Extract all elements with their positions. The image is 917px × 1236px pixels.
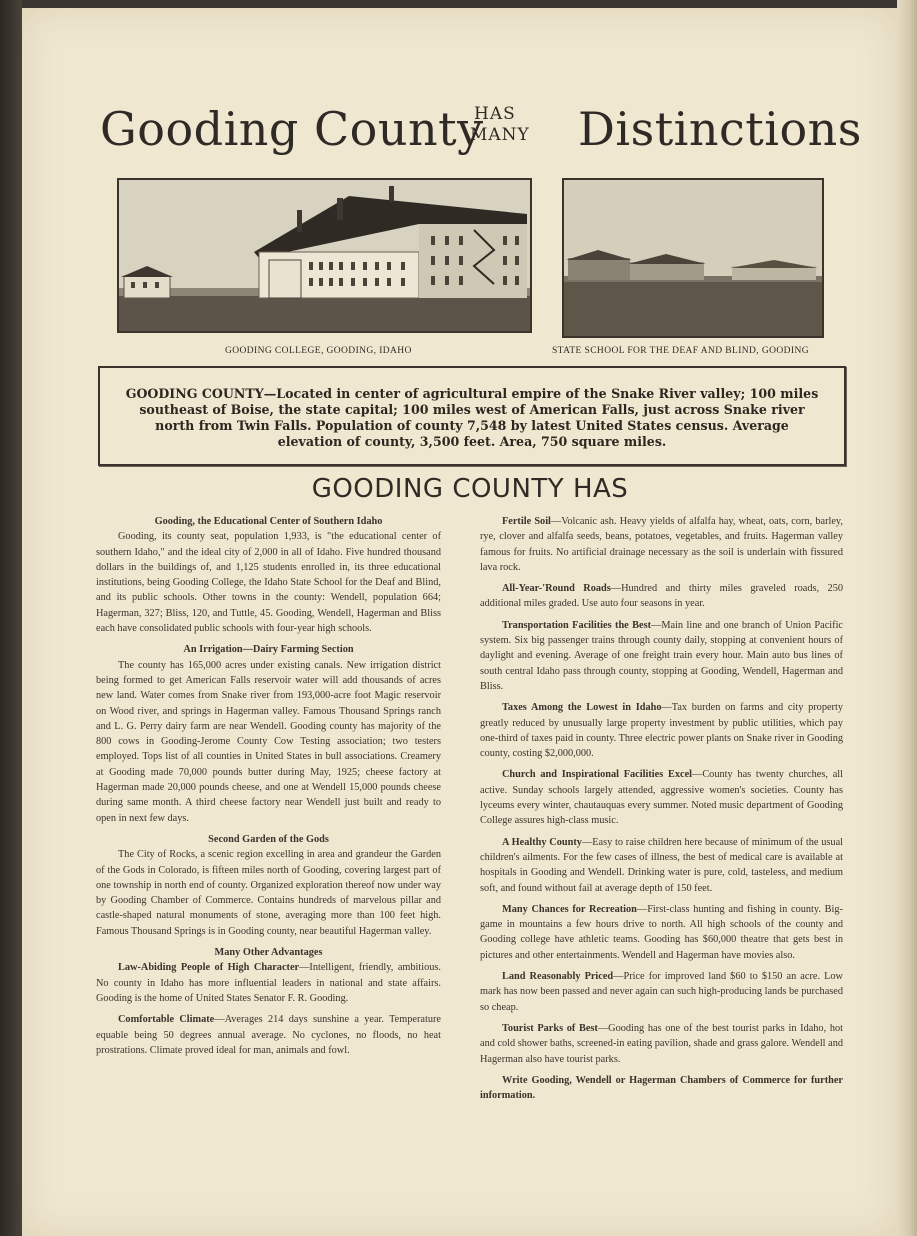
text-churches: —County has twenty churches, all active. Sunday schools largely attended, aggressive women's societies. County has lyceums every winter, chautauquas every summer. Noted music department of Gooding College assures high-class music. (480, 769, 843, 827)
paragraph-taxes (480, 700, 843, 761)
book-binding-edge (0, 0, 22, 1236)
paragraph-climate (96, 1012, 441, 1058)
closing-contact: Write Gooding, Wendell or Hagerman Chambers of Commerce for further information. (480, 1074, 843, 1102)
county-summary-text: GOODING COUNTY—Located in center of agricultural empire of the Snake River valley; 100 miles southeast of Boise, the state capital; 100 miles west of American Falls, just across Snake river north from Twin Falls. Population of county 7,548 by latest United States census. Average elevation of county, 3,500 feet. Area, 750 square miles. (125, 386, 819, 449)
masthead (100, 96, 862, 156)
section-heading: GOODING COUNTY HAS (311, 474, 629, 504)
deaf-school-caption: STATE SCHOOL FOR THE DEAF AND BLIND, GOODING (552, 346, 809, 356)
gooding-college-photo (117, 178, 532, 333)
right-column (480, 514, 843, 1103)
paragraph-roads (480, 581, 843, 612)
paragraph-law-abiding (96, 960, 441, 1006)
masthead-middle (470, 104, 530, 145)
lead-law-abiding: Law-Abiding People of High Character (118, 962, 300, 974)
paragraph-health (480, 835, 843, 896)
text-law-abiding: —Intelligent, friendly, ambitious. No county in Idaho has more influential leaders in national and state affairs. Gooding is the home of United States Senator F. R. Gooding. (96, 962, 442, 1004)
left-column (96, 514, 441, 1058)
paragraph-irrigation-dairy: The county has 165,000 acres under existing canals. New irrigation district being formed to get American Falls reservoir water will add thousands of acres new land. Water comes from Snake river from 193,000-acre foot Magic reservoir on Wood river, and springs in Hagerman valley. Famous Thousand Springs ranch and L. G. Perry dairy farm are near Wendell. Gooding county has majority of the 800 cows in Gooding-Jerome County Cow Testing association; two testers employed. Tops list of all counties in United States in bull associations. Creamery at Gooding made 70,000 pounds butter during May, 1925; cheese factory at Hagerman made 20,000 pounds cheese, and one at Wendell 15,000 pounds cheese during same month. A third cheese factory near Wendell just built and ready to open in next few days. (96, 659, 441, 824)
masthead-left: Gooding County (100, 102, 484, 156)
text-soil: —Volcanic ash. Heavy yields of alfalfa hay, wheat, oats, corn, barley, rye, clover and alfalfa seeds, beans, potatoes, vegetables, and fruits. Hagerman valley famous for fruits. No artificial drainage necessary as the soil is underlain with fissured lava rock. (480, 516, 843, 573)
lead-climate: Comfortable Climate (118, 1014, 215, 1026)
paragraph-garden-of-gods: The City of Rocks, a scenic region excelling in area and grandeur the Garden of the Gods in Colorado, is fifteen miles north of Gooding, covering largest part of one township in north end of county. Organized exploration thereof now under way by Gooding Chamber of Commerce. Contains hundreds of marvelous pillar and castle-shaped natural monuments of stone, averaging more than 100 feet high. Famous Thousand Springs is in Gooding county, near beautiful Hagerman valley. (96, 849, 441, 937)
paragraph-recreation (480, 902, 843, 963)
masthead-right: Distinctions (578, 102, 862, 156)
heading-garden-of-gods: Second Garden of the Gods (208, 833, 329, 845)
masthead-has: HAS (474, 104, 516, 124)
college-illustration (119, 180, 530, 331)
paragraph-transportation (480, 618, 843, 694)
lead-churches: Church and Inspirational Facilities Excel (502, 769, 693, 781)
lead-roads: All-Year-'Round Roads (502, 583, 611, 595)
lead-health: A Healthy County (502, 836, 582, 848)
masthead-many: MANY (470, 125, 530, 145)
lead-soil: Fertile Soil (502, 516, 551, 527)
deaf-blind-school-photo (562, 178, 824, 338)
deaf-school-illustration (564, 180, 822, 336)
text-transportation: —Main line and one branch of Union Pacific system. Six big passenger trains through county daily, stopping at convenient hours of daylight and evening. Average of one freight train every hour. Main auto bus lines of south central Idaho pass through county, stopping at Gooding, Wendell, Hagerman and Bliss. (480, 619, 843, 692)
lead-transportation: Transportation Facilities the Best (502, 619, 652, 631)
lead-land-price: Land Reasonably Priced (502, 971, 614, 983)
lead-taxes: Taxes Among the Lowest in Idaho (502, 702, 662, 714)
heading-irrigation-dairy: An Irrigation—Dairy Farming Section (183, 644, 354, 656)
paragraph-land-price (480, 969, 843, 1015)
text-taxes: —Tax burden on farms and city property greatly reduced by unusually large property investment by public utilities, which pay one-third of taxes paid in county. Three electric power plants on Snake river in Gooding county, costing $2,000,000. (480, 702, 843, 760)
paragraph-soil (480, 514, 843, 575)
college-caption: GOODING COLLEGE, GOODING, IDAHO (225, 346, 412, 356)
page-edge (897, 0, 917, 1236)
lead-tourist-parks: Tourist Parks of Best (502, 1022, 598, 1034)
paragraph-churches (480, 767, 843, 828)
text-recreation: —First-class hunting and fishing in county. Big-game in mountains a few hours drive to north. All high schools of the county and Gooding college have athletic teams. Gooding has $60,000 theatre that gets best in pictures and other entertainments. Wendell and Hagerman have movies also. (480, 903, 843, 961)
text-roads: —Hundred and thirty miles graveled roads, 250 additional miles graded. Use auto four seasons in year. (480, 583, 843, 610)
lead-recreation: Many Chances for Recreation (502, 903, 637, 915)
text-health: —Easy to raise children here because of minimum of the usual children's ailments. For the few cases of illness, the best of medical care is available at hospitals in Gooding and Wendell. Drinking water is pure, cold, tasteless, and medium soft, and found without fail at average depth of 150 feet. (480, 836, 843, 894)
county-summary-box (98, 366, 846, 466)
heading-other-advantages: Many Other Advantages (214, 947, 323, 959)
text-land-price: —Price for improved land $60 to $150 an acre. Low mark has now been passed and never again can such high-producing lands be purchased so cheap. (480, 971, 843, 1013)
paragraph-tourist-parks (480, 1021, 843, 1067)
text-tourist-parks: —Gooding has one of the best tourist parks in Idaho, hot and cold shower baths, screened-in eating pavilion, shade and grass galore. Wendell and Hagerman also have tourist parks. (480, 1022, 843, 1065)
text-climate: —Averages 214 days sunshine a year. Temperature equable being 50 degrees annual average. No cyclones, no floods, no heat prostrations. Climate proved ideal for man, animals and fowl. (96, 1014, 441, 1056)
paragraph-educational-center: Gooding, its county seat, population 1,933, is "the educational center of southern Idaho," and the ideal city of 2,000 in all of Idaho. Five hundred thousand dollars in the buildings of, and 1,125 students enrolled in, its three educational institutions, being Gooding College, the Idaho State School for the Deaf and Blind, and its public schools. Other towns in the county: Wendell, population 664; Hagerman, 327; Bliss, 120, and Tuttle, 45. Gooding, Wendell, Hagerman and Bliss each have consolidated public schools with four-year high schools. (96, 531, 441, 635)
heading-educational-center: Gooding, the Educational Center of Southern Idaho (154, 516, 383, 527)
